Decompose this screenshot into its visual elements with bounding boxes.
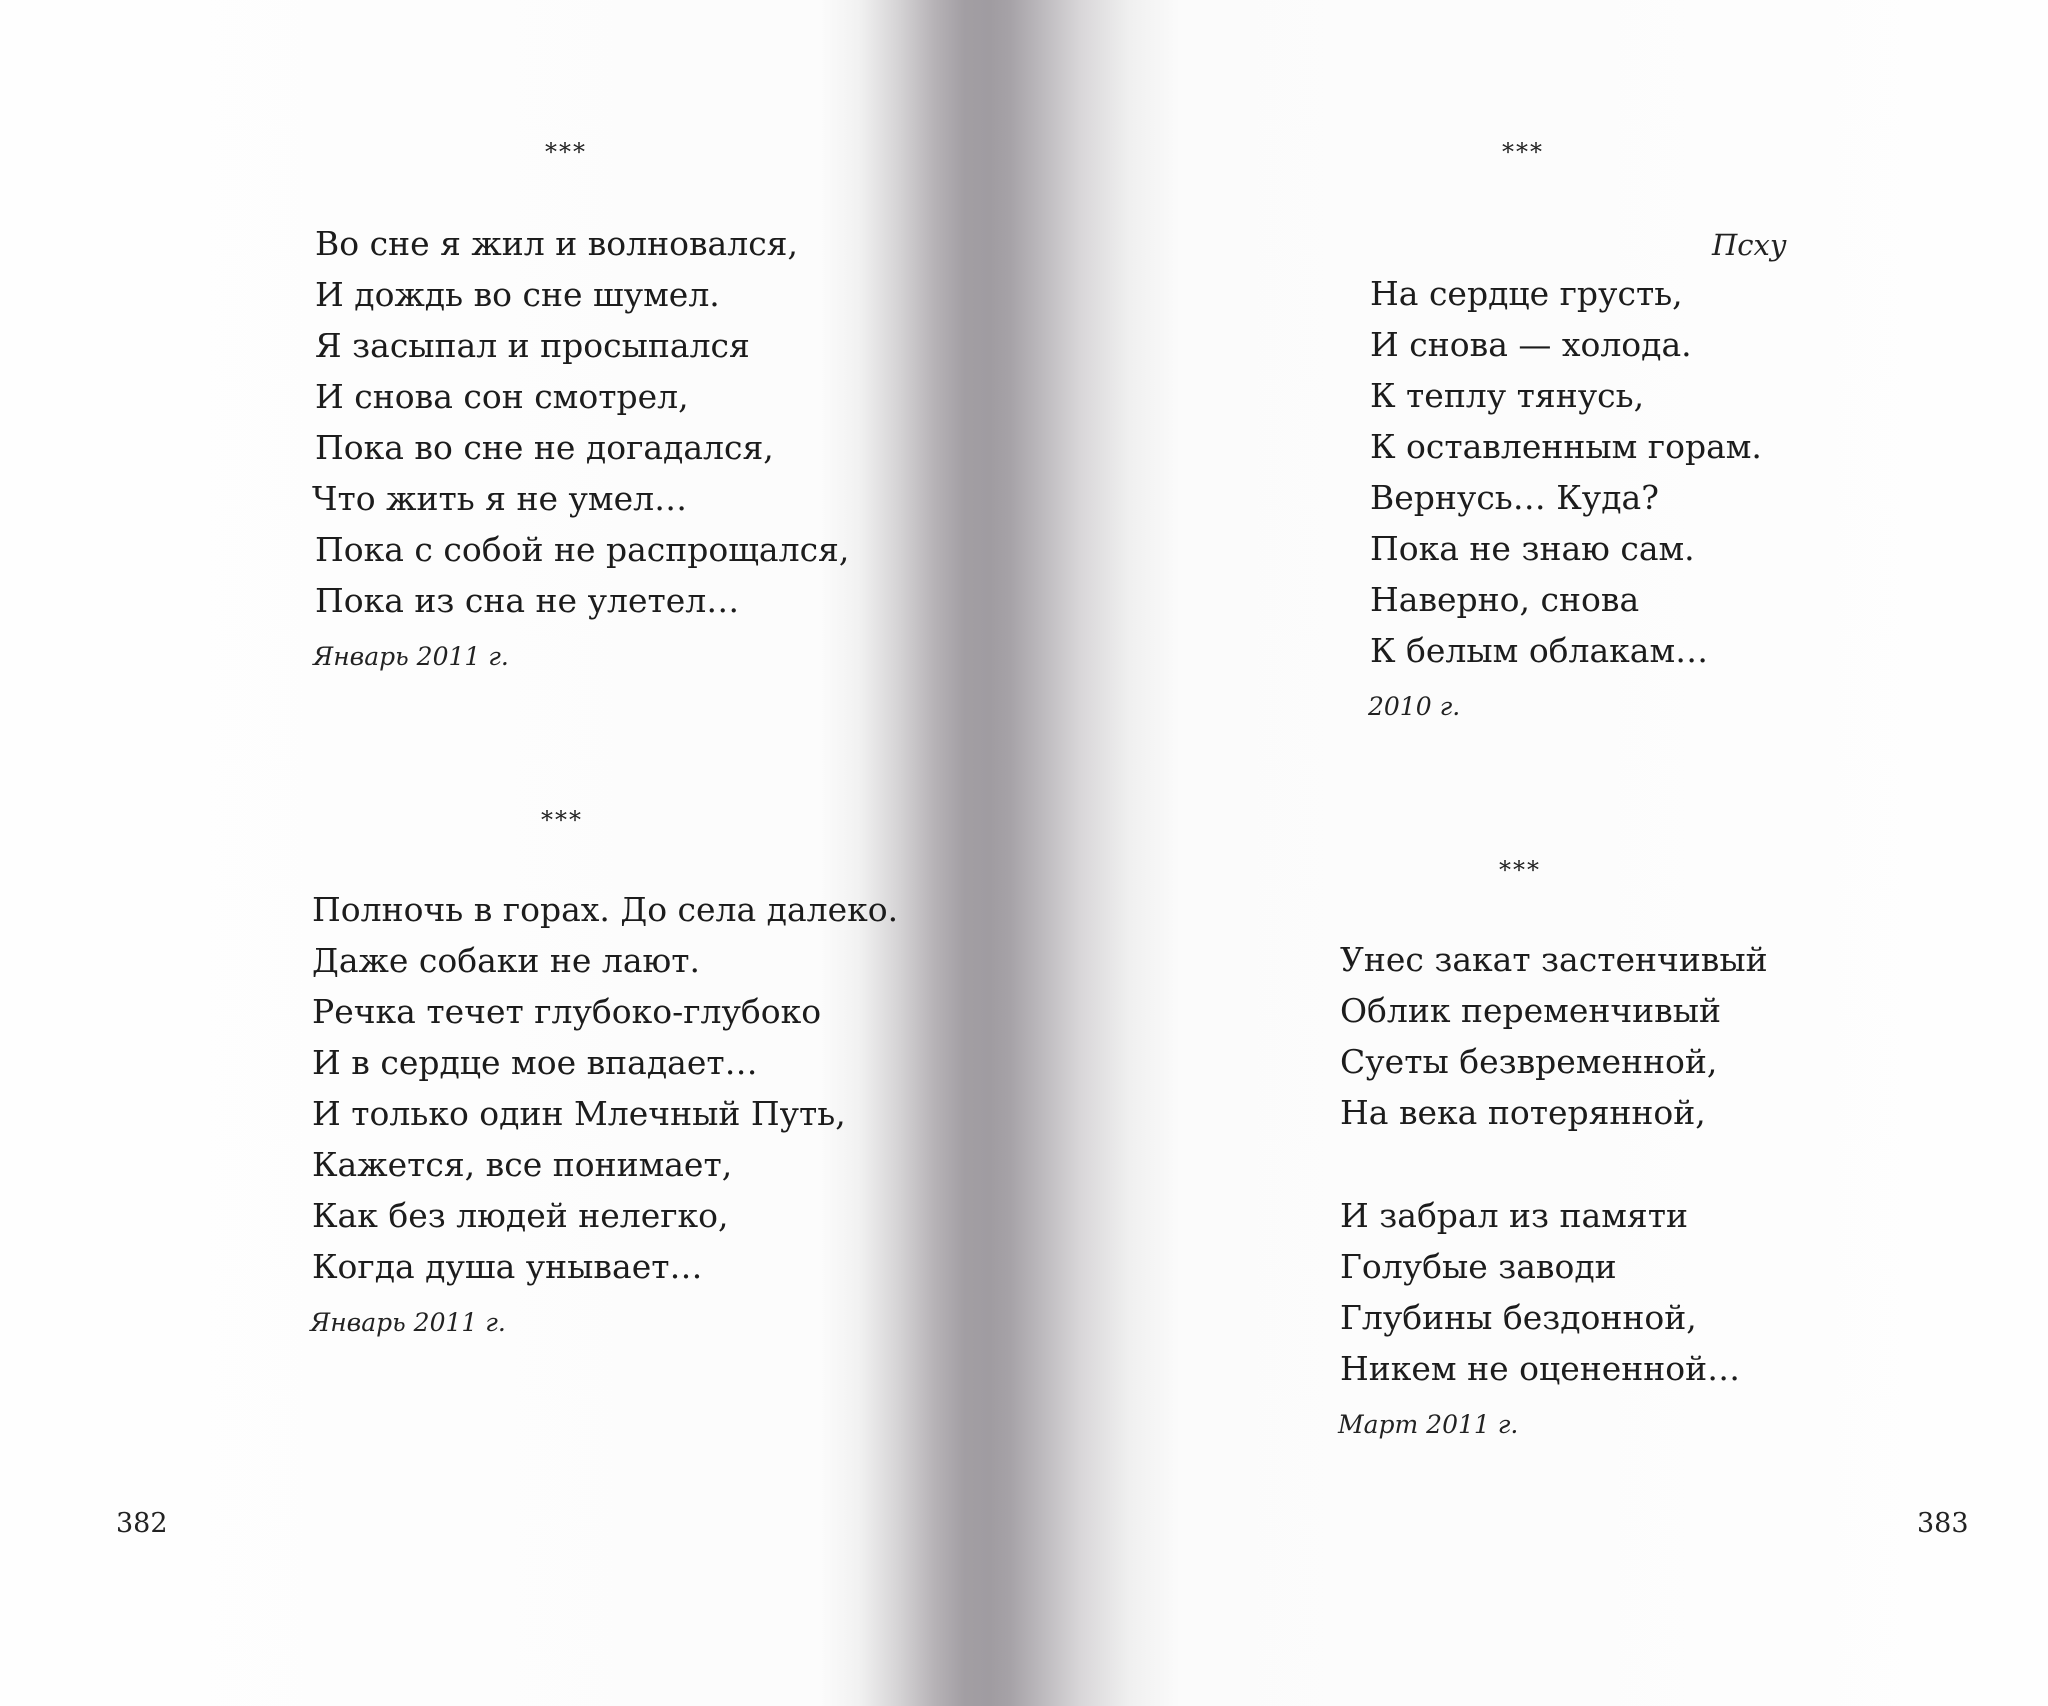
- poem-date: Март 2011 г.: [1338, 1410, 1519, 1439]
- poem-line: Пока из сна не улетел…: [315, 581, 740, 620]
- poem-line: Даже собаки не лают.: [312, 941, 701, 980]
- poem-line: На века потерянной,: [1340, 1093, 1706, 1132]
- poem-dedication: Псху: [1712, 228, 1787, 262]
- poem-date: 2010 г.: [1368, 692, 1461, 721]
- poem-line: Что жить я не умел…: [312, 479, 688, 518]
- poem-line: К оставленным горам.: [1370, 427, 1762, 466]
- poem-line: К теплу тянусь,: [1370, 376, 1645, 415]
- poem-line: Наверно, снова: [1370, 580, 1640, 619]
- poem-date: Январь 2011 г.: [310, 1308, 506, 1337]
- poem-line: Пока с собой не распрощался,: [315, 530, 850, 569]
- poem-line: И дождь во сне шумел.: [315, 275, 720, 314]
- poem-line: И только один Млечный Путь,: [312, 1094, 846, 1133]
- page-number: 382: [116, 1508, 168, 1539]
- poem-line: Унес закат застенчивый: [1340, 940, 1768, 979]
- poem-line: Я засыпал и просыпался: [315, 326, 750, 365]
- poem-line: Голубые заводи: [1340, 1247, 1617, 1286]
- poem-separator: ***: [545, 138, 587, 166]
- poem-separator: ***: [541, 806, 583, 834]
- poem-line: Во сне я жил и волновался,: [315, 224, 798, 263]
- poem-date: Январь 2011 г.: [313, 642, 509, 671]
- poem-separator: ***: [1499, 856, 1541, 884]
- poem-line: И снова сон смотрел,: [315, 377, 689, 416]
- poem-line: Вернусь… Куда?: [1370, 478, 1659, 517]
- poem-line: К белым облакам…: [1370, 631, 1709, 670]
- poem-line: И забрал из памяти: [1340, 1196, 1688, 1235]
- poem-line: Пока во сне не догадался,: [315, 428, 774, 467]
- poem-line: Речка течет глубоко-глубоко: [312, 992, 822, 1031]
- poem-line: Пока не знаю сам.: [1370, 529, 1695, 568]
- poem-line: На сердце грусть,: [1370, 274, 1683, 313]
- poem-line: Когда душа унывает…: [312, 1247, 703, 1286]
- poem-line: И в сердце мое впадает…: [312, 1043, 758, 1082]
- left-page: [0, 0, 1000, 1706]
- poem-line: Никем не оцененной…: [1340, 1349, 1741, 1388]
- poem-line: И снова — холода.: [1370, 325, 1692, 364]
- poem-separator: ***: [1502, 138, 1544, 166]
- poem-line: Полночь в горах. До села далеко.: [312, 890, 899, 929]
- poem-line: Как без людей нелегко,: [312, 1196, 729, 1235]
- page-number: 383: [1917, 1508, 1969, 1539]
- poem-line: Облик переменчивый: [1340, 991, 1722, 1030]
- poem-line: Суеты безвременной,: [1340, 1042, 1718, 1081]
- poem-line: Кажется, все понимает,: [312, 1145, 733, 1184]
- poem-line: Глубины бездонной,: [1340, 1298, 1697, 1337]
- right-page: [1000, 0, 2048, 1706]
